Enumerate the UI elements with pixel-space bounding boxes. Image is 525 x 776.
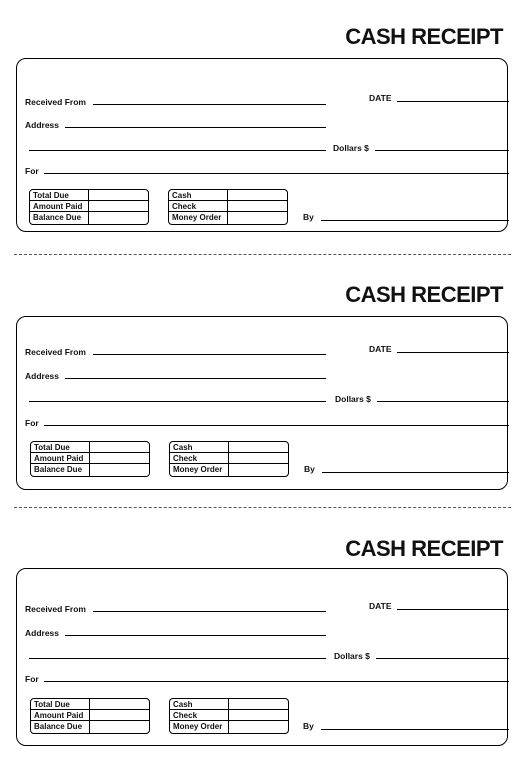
date-label: DATE: [369, 93, 392, 103]
balance-due-row[interactable]: [31, 464, 149, 475]
check-label: Check: [173, 711, 198, 720]
total-due-label: Total Due: [33, 191, 69, 200]
totals-table: [30, 698, 150, 734]
received-from-label: Received From: [25, 347, 86, 357]
dollars-field[interactable]: [376, 658, 509, 659]
address-line-2-field[interactable]: [29, 401, 326, 402]
address-label: Address: [25, 120, 60, 130]
amount-paid-label: Amount Paid: [34, 454, 84, 463]
receipt-title: CASH RECEIPT: [345, 24, 503, 49]
dollars-label: Dollars $: [333, 143, 369, 153]
totals-table: [29, 189, 149, 225]
cash-receipt-1: [0, 24, 525, 264]
balance-due-row[interactable]: [31, 721, 149, 732]
address-label: Address: [25, 628, 60, 638]
received-from-label: Received From: [25, 97, 86, 107]
for-label: For: [25, 674, 39, 684]
money-order-row[interactable]: [169, 212, 287, 223]
amount-paid-row[interactable]: [31, 453, 149, 464]
balance-due-label: Balance Due: [34, 465, 83, 474]
amount-paid-label: Amount Paid: [33, 202, 83, 211]
check-row[interactable]: [170, 453, 288, 464]
receipt-form: [16, 316, 508, 490]
date-label: DATE: [369, 601, 392, 611]
dollars-field[interactable]: [375, 150, 509, 151]
total-due-row[interactable]: [30, 190, 148, 201]
check-label: Check: [172, 202, 197, 211]
receipt-title: CASH RECEIPT: [345, 282, 503, 307]
received-from-field[interactable]: [93, 354, 326, 355]
money-order-label: Money Order: [173, 465, 223, 474]
amount-paid-label: Amount Paid: [34, 711, 84, 720]
by-label: By: [303, 721, 314, 731]
for-label: For: [25, 166, 39, 176]
for-label: For: [25, 418, 39, 428]
receipt-form: [16, 58, 508, 232]
dollars-field[interactable]: [377, 401, 509, 402]
cash-label: Cash: [172, 191, 192, 200]
cash-label: Cash: [173, 700, 193, 709]
total-due-label: Total Due: [34, 443, 70, 452]
for-field[interactable]: [44, 681, 509, 682]
address-label: Address: [25, 371, 60, 381]
address-field[interactable]: [65, 127, 326, 128]
dollars-label: Dollars $: [334, 651, 370, 661]
balance-due-label: Balance Due: [34, 722, 83, 731]
date-label: DATE: [369, 344, 392, 354]
receipt-title: CASH RECEIPT: [345, 536, 503, 561]
date-field[interactable]: [397, 609, 509, 610]
cash-row[interactable]: [169, 190, 287, 201]
cut-line: [14, 254, 511, 255]
by-field[interactable]: [322, 472, 509, 473]
date-field[interactable]: [397, 352, 509, 353]
for-field[interactable]: [44, 425, 509, 426]
by-field[interactable]: [321, 729, 509, 730]
cash-receipt-3: [0, 536, 525, 776]
amount-paid-row[interactable]: [30, 201, 148, 212]
by-label: By: [303, 212, 314, 222]
received-from-field[interactable]: [93, 611, 326, 612]
check-label: Check: [173, 454, 198, 463]
money-order-label: Money Order: [172, 213, 222, 222]
cut-line: [14, 507, 511, 508]
payment-method-table: [169, 698, 289, 734]
cash-row[interactable]: [170, 442, 288, 453]
check-row[interactable]: [169, 201, 287, 212]
receipt-form: [16, 568, 508, 746]
total-due-label: Total Due: [34, 700, 70, 709]
cash-row[interactable]: [170, 699, 288, 710]
amount-paid-row[interactable]: [31, 710, 149, 721]
cash-receipt-2: [0, 282, 525, 522]
received-from-field[interactable]: [93, 104, 326, 105]
money-order-row[interactable]: [170, 464, 288, 475]
for-field[interactable]: [44, 173, 509, 174]
address-field[interactable]: [65, 635, 326, 636]
received-from-label: Received From: [25, 604, 86, 614]
money-order-row[interactable]: [170, 721, 288, 732]
date-field[interactable]: [397, 101, 509, 102]
money-order-label: Money Order: [173, 722, 223, 731]
address-line-2-field[interactable]: [29, 658, 326, 659]
balance-due-label: Balance Due: [33, 213, 82, 222]
by-field[interactable]: [321, 220, 509, 221]
address-field[interactable]: [65, 378, 326, 379]
totals-table: [30, 441, 150, 477]
payment-method-table: [168, 189, 288, 225]
check-row[interactable]: [170, 710, 288, 721]
payment-method-table: [169, 441, 289, 477]
by-label: By: [304, 464, 315, 474]
balance-due-row[interactable]: [30, 212, 148, 223]
cash-label: Cash: [173, 443, 193, 452]
dollars-label: Dollars $: [335, 394, 371, 404]
address-line-2-field[interactable]: [29, 150, 326, 151]
total-due-row[interactable]: [31, 442, 149, 453]
total-due-row[interactable]: [31, 699, 149, 710]
